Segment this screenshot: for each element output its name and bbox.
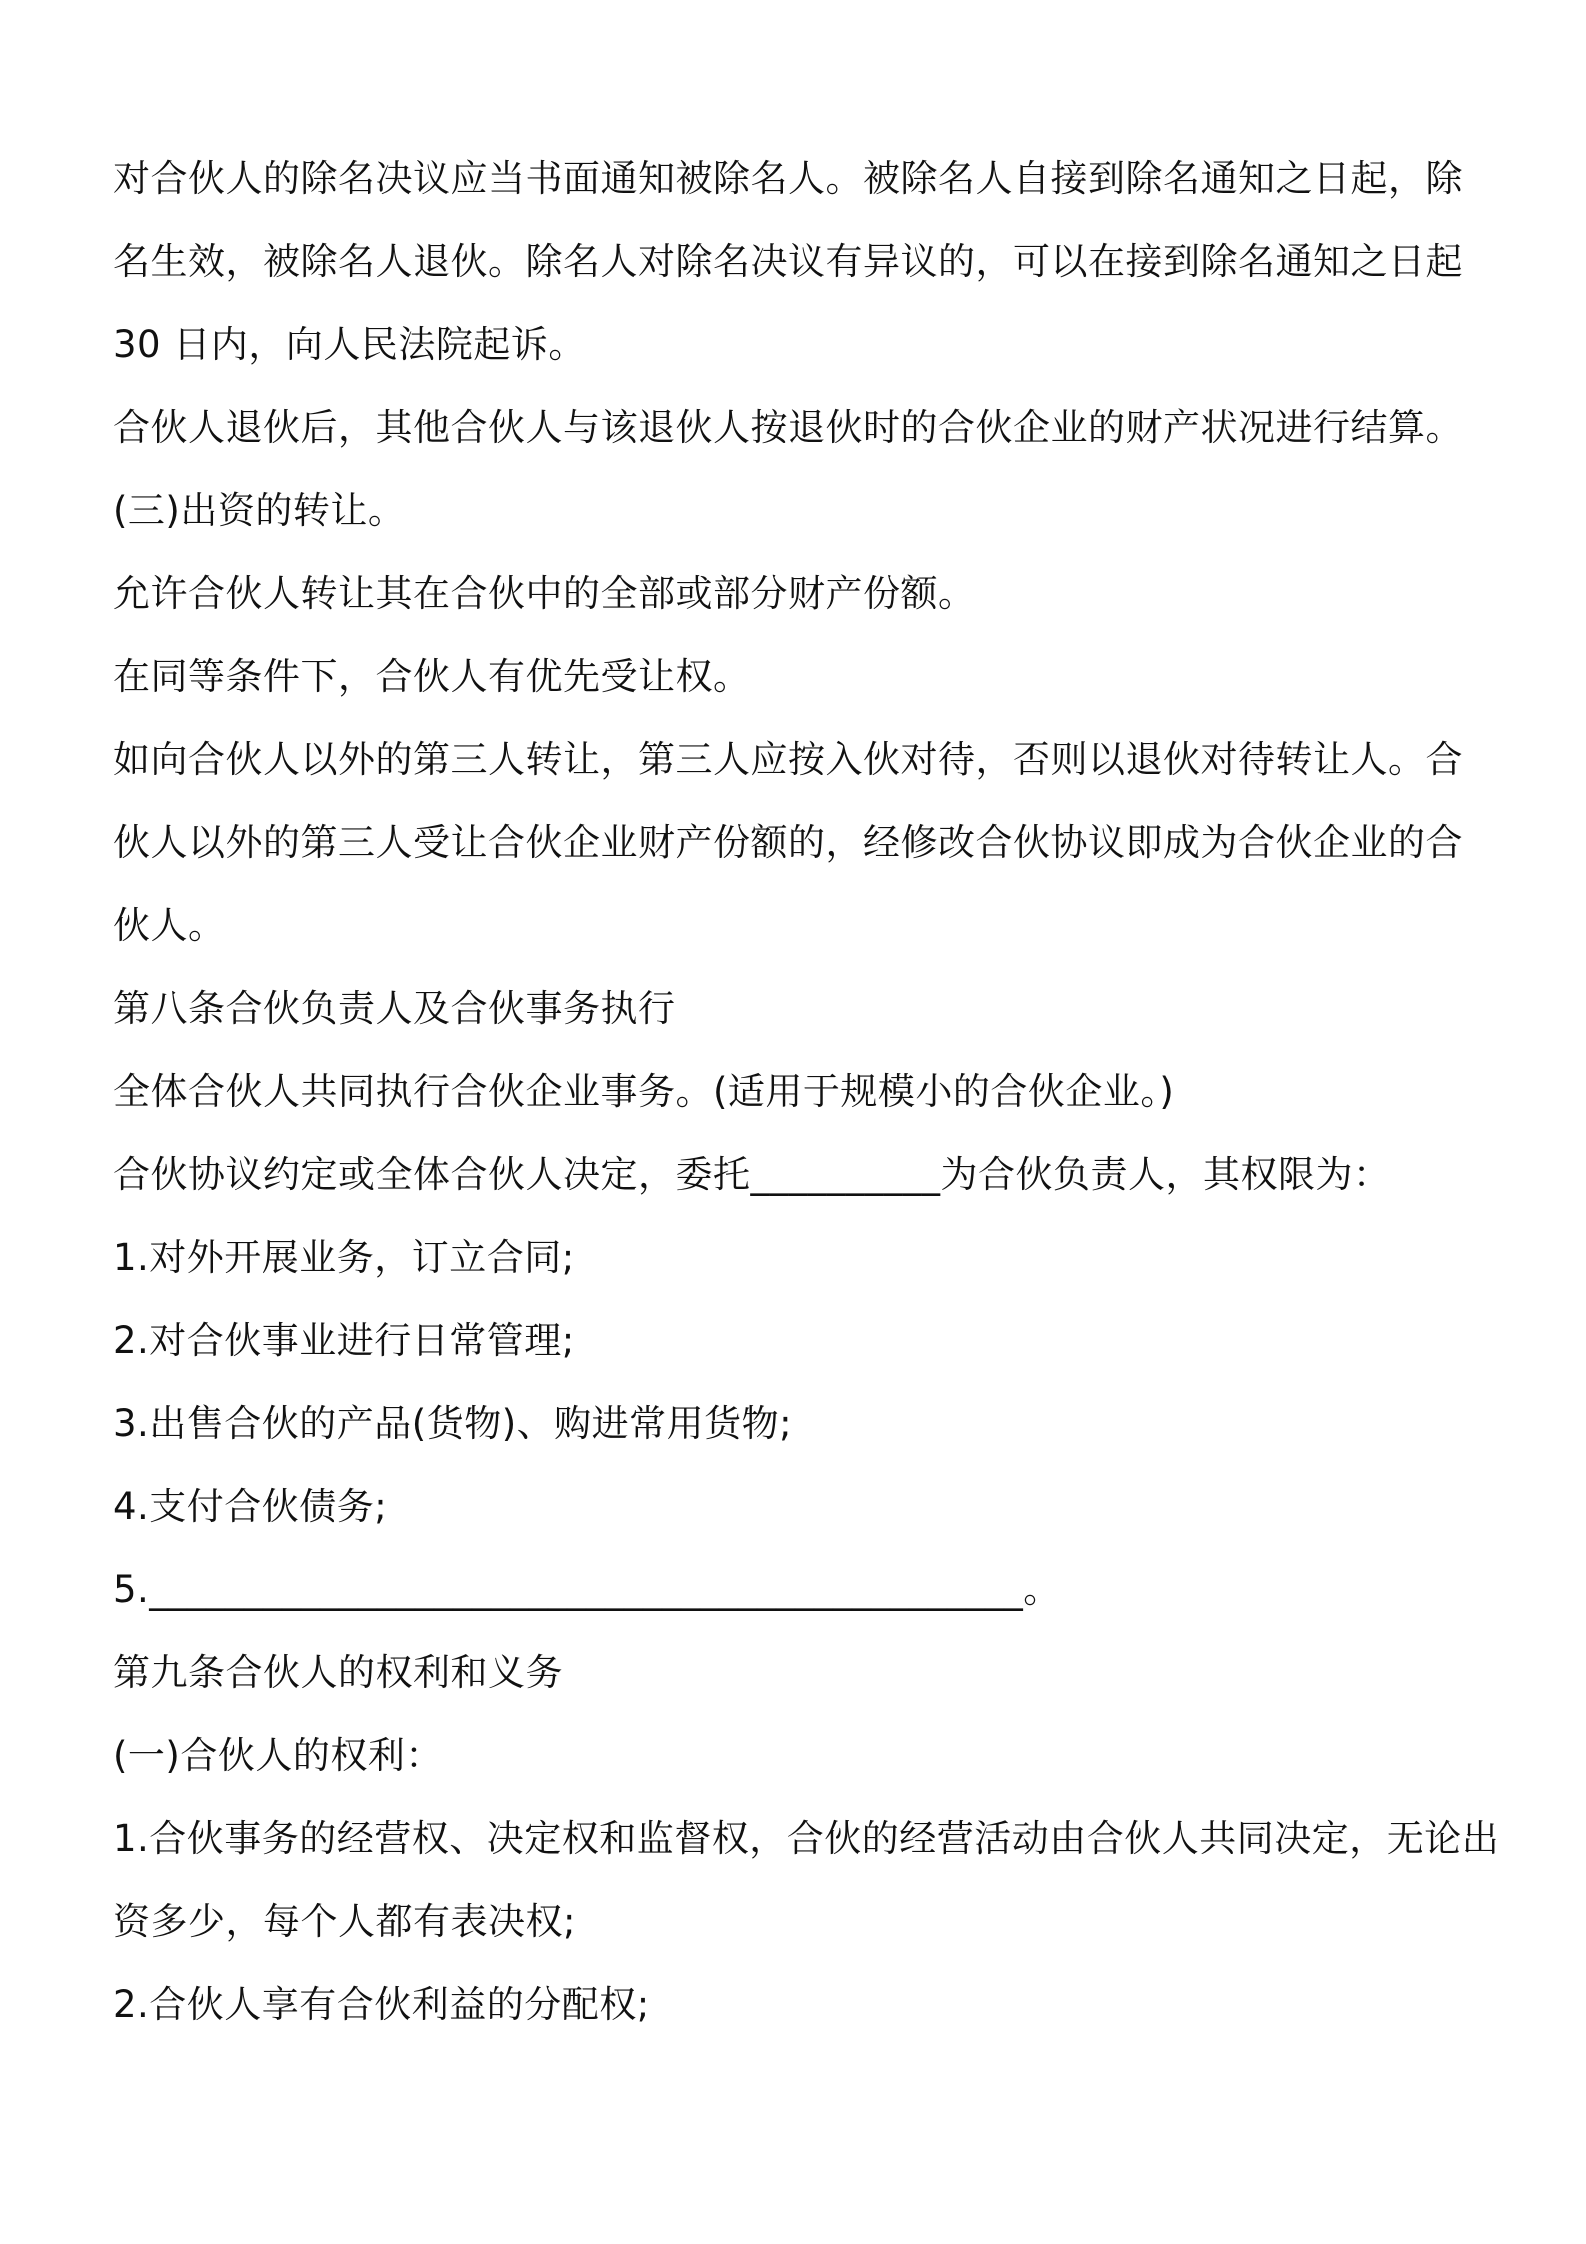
paragraph-line: 名生效，被除名人退伙。除名人对除名决议有异议的，可以在接到除名通知之日起 xyxy=(113,240,1463,283)
list-item: 2.合伙人享有合伙利益的分配权; xyxy=(113,1983,650,2026)
paragraph-line: 资多少，每个人都有表决权; xyxy=(113,1900,576,1943)
paragraph-line: 伙人。 xyxy=(113,904,226,947)
list-item: 1.合伙事务的经营权、决定权和监督权，合伙的经营活动由合伙人共同决定，无论出 xyxy=(113,1817,1500,1860)
paragraph-line: 在同等条件下，合伙人有优先受让权。 xyxy=(113,655,751,698)
paragraph-line: 全体合伙人共同执行合伙企业事务。(适用于规模小的合伙企业。) xyxy=(113,1070,1175,1113)
paragraph-line: 对合伙人的除名决议应当书面通知被除名人。被除名人自接到除名通知之日起，除 xyxy=(113,157,1463,200)
list-item: 1.对外开展业务，订立合同; xyxy=(113,1236,575,1279)
paragraph-line: 如向合伙人以外的第三人转让，第三人应按入伙对待，否则以退伙对待转让人。合 xyxy=(113,738,1463,781)
section-heading: (一)合伙人的权利： xyxy=(113,1734,443,1777)
list-item: 5.______________________________________________。 xyxy=(113,1568,1061,1611)
paragraph-line: 合伙人退伙后，其他合伙人与该退伙人按退伙时的合伙企业的财产状况进行结算。 xyxy=(113,406,1463,449)
paragraph-line: 允许合伙人转让其在合伙中的全部或部分财产份额。 xyxy=(113,572,976,615)
article-heading: 第九条合伙人的权利和义务 xyxy=(113,1651,563,1694)
section-heading: (三)出资的转让。 xyxy=(113,489,406,532)
article-heading: 第八条合伙负责人及合伙事务执行 xyxy=(113,987,676,1030)
list-item: 2.对合伙事业进行日常管理; xyxy=(113,1319,575,1362)
paragraph-line: 30 日内，向人民法院起诉。 xyxy=(113,323,586,366)
paragraph-line: 合伙协议约定或全体合伙人决定，委托__________为合伙负责人，其权限为： xyxy=(113,1153,1391,1196)
paragraph-line: 伙人以外的第三人受让合伙企业财产份额的，经修改合伙协议即成为合伙企业的合 xyxy=(113,821,1463,864)
list-item: 4.支付合伙债务; xyxy=(113,1485,388,1528)
list-item: 3.出售合伙的产品(货物)、购进常用货物; xyxy=(113,1402,793,1445)
